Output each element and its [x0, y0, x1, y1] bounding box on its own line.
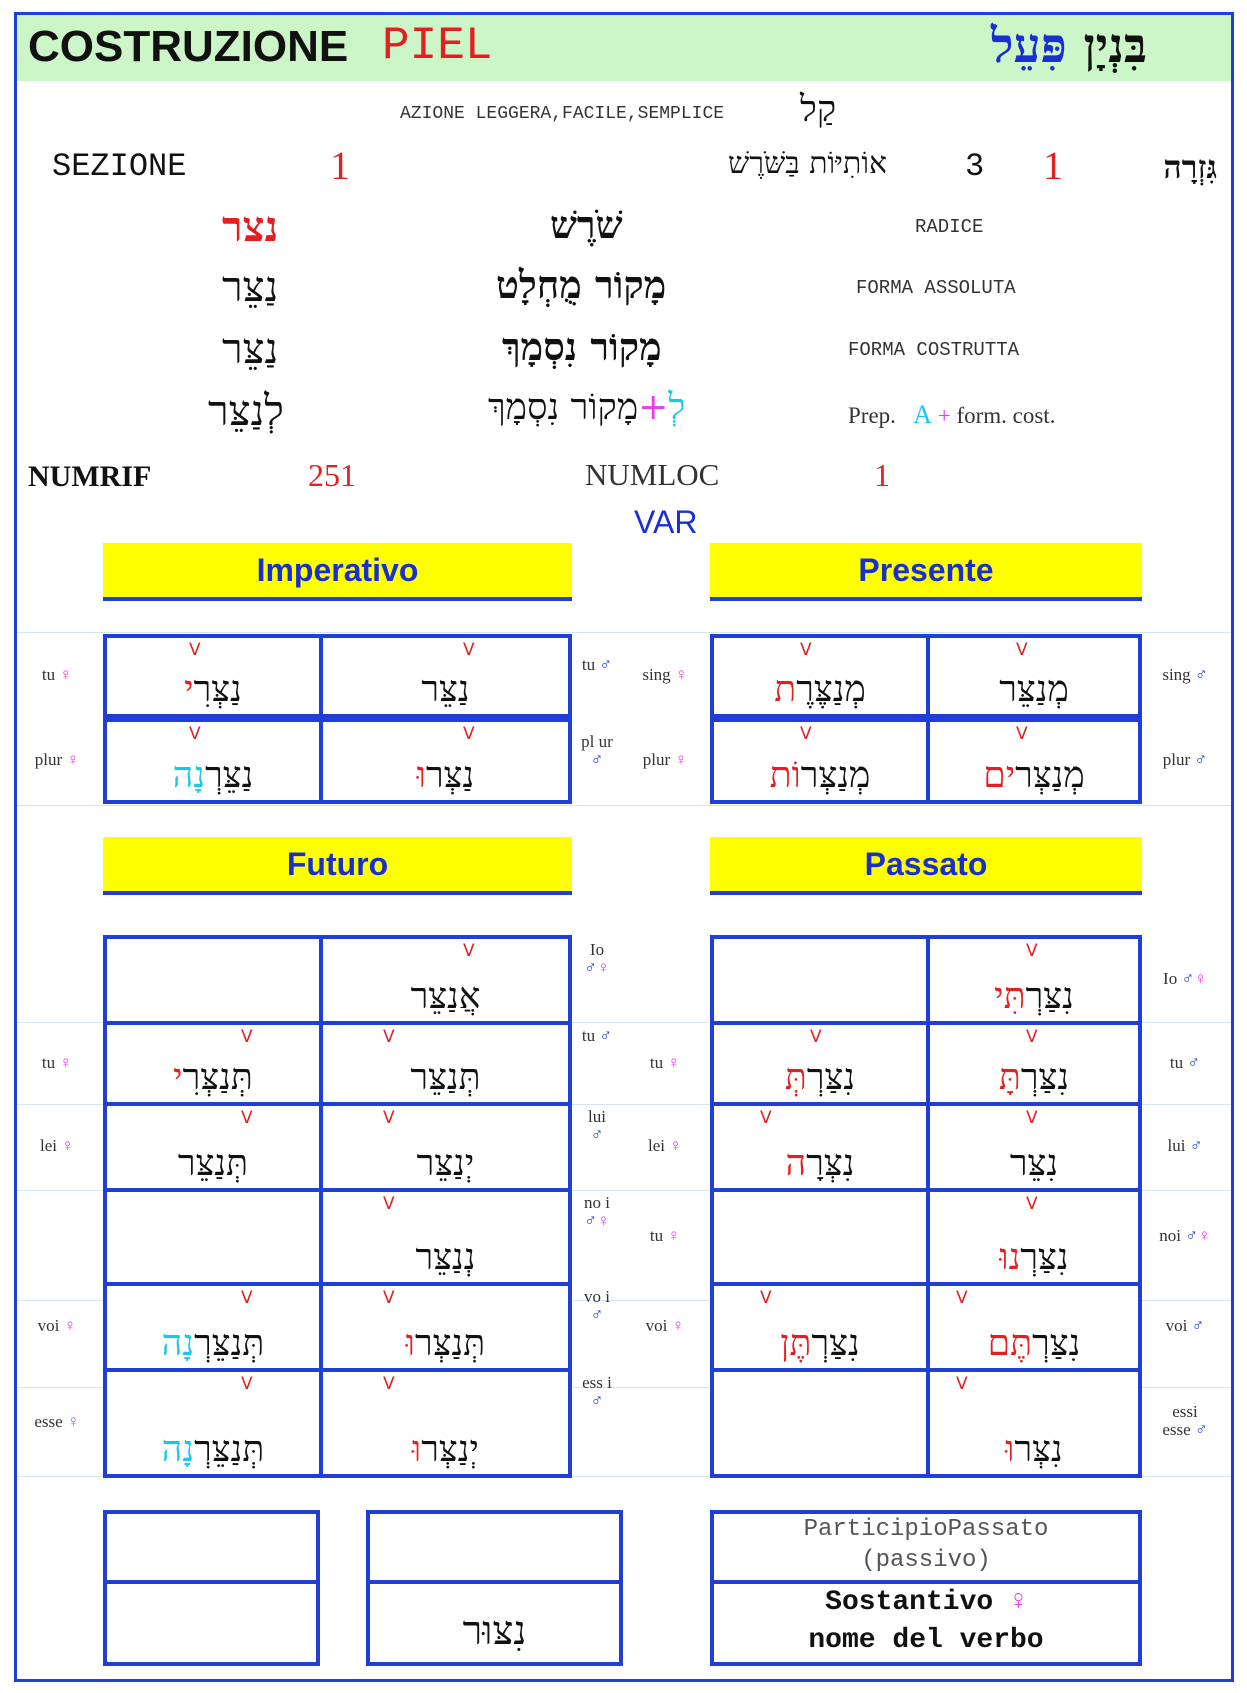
futuro-fem-cell: [103, 1368, 323, 1478]
passato-masc-cell: [926, 1368, 1142, 1478]
word-suffix: וֹת: [769, 755, 801, 796]
passato-fem-cell: [710, 1102, 930, 1192]
word-suffix: נָה: [161, 1323, 195, 1364]
word-stem: תְּנַצְּרִ: [182, 1057, 253, 1098]
passato-masc-cell: [926, 935, 1142, 1025]
conjugated-word: [323, 668, 568, 710]
futuro-left-label: [22, 1054, 92, 1072]
v-marker: V: [810, 1027, 822, 1047]
prep-form-value: לְנַצֵּר: [208, 386, 284, 435]
header-futuro: Futuro: [103, 837, 572, 895]
sostantivo-box: [710, 1580, 1142, 1666]
presente-left-label: [630, 666, 700, 684]
female-symbol-icon: ♀: [1194, 969, 1207, 988]
word-stem: מְנַצְּר: [800, 755, 871, 796]
prep-word: Prep.: [848, 403, 896, 428]
passato-masc-cell: [926, 1188, 1142, 1286]
form-it-costrutta: FORMA COSTRUTTA: [848, 339, 1020, 361]
female-symbol-icon: ♀: [674, 665, 688, 684]
v-marker: V: [1026, 941, 1038, 961]
side-label-text: lei: [648, 1136, 665, 1155]
header-presente: Presente: [710, 543, 1142, 601]
numloc-value: 1: [874, 457, 890, 493]
female-symbol-icon: ♀: [597, 958, 610, 977]
word-suffix: ת: [774, 669, 797, 710]
word-stem: תְּנַצְּר: [415, 1323, 486, 1364]
word-suffix: תֶּן: [780, 1323, 812, 1364]
word-stem: מְנַצֵּר: [999, 669, 1069, 710]
side-label-text: tu: [649, 1226, 664, 1245]
passato-fem-cell: [710, 1368, 930, 1478]
v-marker: V: [241, 1027, 253, 1047]
passato-masc-cell: [926, 1021, 1142, 1106]
male-symbol-icon: ♂: [1189, 1136, 1203, 1155]
form-value-costrutta: נַצֵּר: [222, 324, 279, 373]
presente-right-label: [1150, 666, 1220, 684]
conjugated-word: [323, 1236, 568, 1278]
word-stem: תְּנַצֵּרְ: [194, 1323, 265, 1364]
word-stem: נִצַּרְ: [1020, 1237, 1069, 1278]
v-marker: V: [956, 1374, 968, 1394]
word-stem: נַצֵּרְ: [205, 755, 254, 796]
female-symbol-icon: ♀: [667, 1226, 681, 1245]
male-symbol-icon: ♂: [590, 750, 604, 769]
binyan-hebrew-name: פִּעֵל: [990, 18, 1067, 74]
row-separator: [17, 805, 1231, 806]
futuro-left-label: [22, 1413, 92, 1431]
word-suffix: וּ: [1005, 1429, 1015, 1470]
conjugated-word: [930, 1142, 1138, 1184]
side-label-text: plur: [34, 750, 63, 769]
imperativo-right-label: [580, 656, 614, 674]
side-label-text: plur: [642, 750, 671, 769]
form-value-assoluta: נַצֵּר: [222, 262, 279, 311]
female-symbol-icon: ♀: [1197, 1226, 1211, 1245]
conjugated-word: [107, 1322, 319, 1364]
passato-fem-cell: [710, 1282, 930, 1372]
conjugated-word: [323, 1142, 568, 1184]
side-label-text: voi: [37, 1316, 60, 1335]
word-suffix: י: [173, 1057, 183, 1098]
prep-form-it: [848, 400, 1055, 430]
side-label-text: esse: [34, 1412, 63, 1431]
numrif-value: 251: [308, 457, 356, 493]
side-label-text: Io: [589, 940, 605, 959]
side-label-text: tu: [581, 655, 596, 674]
prep-he-rest: מָקוֹר נִסְמָךְ: [488, 387, 639, 428]
female-symbol-icon: ♀: [667, 1052, 681, 1072]
futuro-masc-cell: [319, 935, 572, 1025]
v-marker: V: [1016, 724, 1028, 744]
header-passato: Passato: [710, 837, 1142, 895]
futuro-masc-cell: [319, 1102, 572, 1192]
female-symbol-icon: ♀: [63, 1316, 77, 1335]
side-label-text: Io: [1163, 969, 1178, 988]
participle-word: נִצּוּר: [462, 1608, 527, 1654]
passato-right-label: [1150, 970, 1220, 988]
conjugated-word: [714, 668, 926, 710]
v-marker: V: [463, 941, 475, 961]
conjugated-word: [323, 975, 568, 1017]
prep-a: A: [913, 400, 932, 429]
word-stem: נִצַּרְ: [806, 1057, 856, 1098]
passato-masc-cell: [926, 1282, 1142, 1372]
passato-left-label: [630, 1317, 700, 1335]
conjugated-word: [930, 975, 1138, 1017]
letters-count: 3: [965, 148, 985, 185]
v-marker: V: [956, 1288, 968, 1308]
presente-right-label: [1150, 751, 1220, 769]
imperativo-masc-cell: [319, 718, 572, 804]
male-symbol-icon: ♂: [590, 1125, 604, 1144]
conjugated-word: [930, 1428, 1138, 1470]
numloc-label: NUMLOC: [585, 457, 720, 492]
form-he-assoluta: מָקוֹר מֻחְלָט: [496, 262, 667, 307]
form-he-costrutta: מָקוֹר נִסְמָךְ: [502, 324, 662, 369]
male-symbol-icon: ♂: [584, 958, 597, 977]
word-suffix: וּ: [412, 1429, 422, 1470]
sezione-value: 1: [330, 143, 350, 188]
passato-right-label: [1150, 1054, 1220, 1072]
passato-left-label: [630, 1227, 700, 1245]
passato-fem-cell: [710, 935, 930, 1025]
futuro-right-label: [580, 1108, 614, 1144]
futuro-fem-cell: [103, 1102, 323, 1192]
futuro-masc-cell: [319, 1368, 572, 1478]
word-stem: נַצְּרִ: [193, 669, 242, 710]
futuro-right-label: [580, 941, 614, 977]
prep-he-prefix: לְ: [668, 387, 686, 428]
side-label-text: essi: [1172, 1402, 1198, 1421]
v-marker: V: [189, 640, 201, 660]
futuro-fem-cell: [103, 1282, 323, 1372]
prep-plus: +: [937, 403, 951, 428]
subtitle-text: AZIONE LEGGERA,FACILE,SEMPLICE: [400, 104, 725, 124]
subtitle-hebrew: קַל: [800, 89, 837, 130]
futuro-fem-cell: [103, 935, 323, 1025]
form-it-assoluta: FORMA ASSOLUTA: [856, 277, 1016, 299]
v-marker: V: [383, 1108, 395, 1128]
word-suffix: תִּי: [994, 976, 1026, 1017]
participio-box: [710, 1510, 1142, 1584]
conjugated-word: [107, 1142, 319, 1184]
male-symbol-icon: ♂: [1194, 750, 1208, 769]
side-label-text: tu: [581, 1026, 596, 1045]
conjugated-word: [714, 1322, 926, 1364]
male-symbol-icon: ♂: [1181, 969, 1195, 988]
female-symbol-icon: ♀: [1010, 1587, 1027, 1618]
male-symbol-icon: ♂: [1194, 665, 1208, 684]
conjugated-word: [714, 1056, 926, 1098]
v-marker: V: [383, 1288, 395, 1308]
imperativo-right-label: [580, 733, 614, 769]
futuro-left-label: [22, 1137, 92, 1155]
female-symbol-icon: ♀: [674, 750, 688, 769]
passato-right-label: [1150, 1227, 1220, 1245]
word-suffix: וּ: [405, 1323, 415, 1364]
v-marker: V: [383, 1374, 395, 1394]
passato-left-label: [630, 1137, 700, 1155]
passato-fem-cell: [710, 1021, 930, 1106]
v-marker: V: [1026, 1027, 1038, 1047]
side-label-text: tu: [1169, 1052, 1184, 1072]
futuro-right-label: [580, 1194, 614, 1230]
conjugated-word: [714, 754, 926, 796]
side-label-text: tu: [41, 1052, 56, 1072]
word-stem: נְנַצֵּר: [415, 1237, 476, 1278]
conjugated-word: [107, 1428, 319, 1470]
v-marker: V: [241, 1374, 253, 1394]
female-symbol-icon: ♀: [66, 750, 80, 769]
male-symbol-icon: ♂: [590, 1391, 604, 1410]
male-symbol-icon: ♂: [1191, 1316, 1205, 1335]
conjugated-word: [107, 754, 319, 796]
word-suffix: ה: [785, 1143, 807, 1184]
word-suffix: תָּ: [998, 1057, 1021, 1098]
conjugated-word: [930, 668, 1138, 710]
conjugated-word: [930, 1236, 1138, 1278]
prep-he-plus: +: [638, 387, 669, 428]
side-label-text: pl ur: [581, 732, 613, 751]
female-symbol-icon: ♀: [61, 1136, 74, 1155]
side-label-text: no i: [584, 1193, 610, 1212]
side-label-text: lei: [40, 1136, 57, 1155]
v-marker: V: [760, 1108, 772, 1128]
imperativo-left-label: [22, 751, 92, 769]
v-marker: V: [1026, 1194, 1038, 1214]
var-label: VAR: [634, 504, 698, 540]
presente-fem-cell: [710, 718, 930, 804]
word-stem: נַצֵּר: [421, 669, 470, 710]
side-label-text: plur: [1162, 750, 1191, 769]
word-stem: תְּנַצֵּרְ: [194, 1429, 265, 1470]
presente-masc-cell: [926, 718, 1142, 804]
side-label-text: voi: [1165, 1316, 1188, 1335]
conjugated-word: [323, 1322, 568, 1364]
side-label-text-2: esse: [1162, 1420, 1191, 1439]
side-label-text: noi: [1159, 1226, 1181, 1245]
word-suffix: נָה: [172, 755, 206, 796]
gizra-label: גִּזְרָה: [1163, 148, 1217, 186]
word-stem: נִצְּר: [1014, 1429, 1063, 1470]
word-stem: תְּנַצֵּר: [177, 1143, 249, 1184]
word-stem: יְנַצְּר: [421, 1429, 479, 1470]
conjugated-word: [323, 1056, 568, 1098]
female-symbol-icon: ♀: [66, 1412, 80, 1431]
side-label-text: lui: [1167, 1136, 1186, 1155]
futuro-masc-cell: [319, 1282, 572, 1372]
conjugated-word: [930, 1322, 1138, 1364]
male-symbol-icon: ♂: [1185, 1226, 1198, 1245]
conjugated-word: [930, 754, 1138, 796]
word-stem: נִצְּרָ: [806, 1143, 855, 1184]
male-symbol-icon: ♂: [1194, 1420, 1208, 1439]
passato-left-label: [630, 1054, 700, 1072]
sostantivo-line: [714, 1584, 1138, 1622]
male-symbol-icon: ♂: [1187, 1052, 1201, 1072]
form-he-radice: שֹׁרֶשׁ: [550, 202, 623, 247]
presente-masc-cell: [926, 634, 1142, 718]
v-marker: V: [463, 640, 475, 660]
page-title: COSTRUZIONE: [28, 22, 349, 71]
passato-fem-cell: [710, 1188, 930, 1286]
header-imperativo: Imperativo: [103, 543, 572, 601]
side-label-text: sing: [642, 665, 671, 684]
word-stem: יְנַצֵּר: [416, 1143, 475, 1184]
word-suffix: תֶּם: [987, 1323, 1033, 1364]
participle-cell: [366, 1580, 623, 1666]
futuro-masc-cell: [319, 1021, 572, 1106]
binyan-latin: PIEL: [382, 20, 493, 72]
conjugated-word: [714, 1142, 926, 1184]
word-stem: מְנַצֶּרֶ: [796, 669, 866, 710]
futuro-left-label: [22, 1317, 92, 1335]
side-label-text: tu: [41, 665, 56, 684]
v-marker: V: [383, 1027, 395, 1047]
v-marker: V: [463, 724, 475, 744]
futuro-right-label: [580, 1027, 614, 1045]
male-symbol-icon: ♂: [590, 1305, 604, 1324]
futuro-fem-cell: [103, 1021, 323, 1106]
male-symbol-icon: ♂: [599, 655, 613, 674]
v-marker: V: [1016, 640, 1028, 660]
letters-text: אוֹתִיּוֹת בַּשֹּׁרֶשׁ: [728, 146, 888, 181]
presente-left-label: [630, 751, 700, 769]
prep-form-he: [488, 386, 685, 428]
futuro-masc-cell: [319, 1188, 572, 1286]
side-label-text: voi: [645, 1316, 668, 1335]
gizra-value: 1: [1043, 143, 1063, 188]
word-suffix: י: [184, 669, 194, 710]
female-symbol-icon: ♀: [59, 665, 73, 684]
v-marker: V: [800, 640, 812, 660]
side-label-text: sing: [1162, 665, 1191, 684]
passato-right-label: [1150, 1317, 1220, 1335]
word-stem: תְּנַצֵּר: [410, 1057, 481, 1098]
conjugated-word: [930, 1056, 1138, 1098]
sostantivo-text: Sostantivo: [825, 1587, 994, 1618]
word-suffix: ים: [983, 755, 1016, 796]
participio-line2: (passivo): [861, 1547, 991, 1574]
presente-fem-cell: [710, 634, 930, 718]
side-label-text: lui: [588, 1107, 606, 1126]
imperativo-fem-cell: [103, 634, 323, 718]
word-stem: נִצַּרְ: [1020, 1057, 1070, 1098]
bottom-empty-cell-3: [103, 1580, 320, 1666]
binyan-hebrew-word: בִּנְיָן: [1083, 18, 1147, 74]
side-label-text: ess i: [582, 1373, 612, 1392]
female-symbol-icon: ♀: [669, 1136, 682, 1155]
v-marker: V: [241, 1108, 253, 1128]
female-symbol-icon: ♀: [597, 1211, 610, 1230]
conjugated-word: [323, 754, 568, 796]
nome-verbo-text: nome del verbo: [808, 1625, 1044, 1656]
side-label-text: vo i: [584, 1287, 610, 1306]
form-value-radice: נצר: [222, 202, 279, 251]
participio-line1: ParticipioPassato: [803, 1516, 1049, 1543]
word-suffix: נָה: [161, 1429, 195, 1470]
futuro-right-label: [580, 1288, 614, 1324]
imperativo-left-label: [22, 666, 92, 684]
word-stem: מְנַצְּר: [1015, 755, 1085, 796]
word-stem: נִצַּרְ: [1025, 976, 1074, 1017]
sezione-label: SEZIONE: [52, 148, 187, 185]
numrif-label: NUMRIF: [28, 460, 152, 493]
bottom-empty-cell-1: [103, 1510, 320, 1584]
male-symbol-icon: ♂: [599, 1026, 613, 1045]
futuro-right-label: [580, 1374, 614, 1410]
binyan-hebrew: [991, 18, 1147, 74]
word-stem: נִצַּרְ: [1032, 1323, 1081, 1364]
conjugated-word: [323, 1428, 568, 1470]
passato-masc-cell: [926, 1102, 1142, 1192]
v-marker: V: [1026, 1108, 1038, 1128]
imperativo-masc-cell: [319, 634, 572, 718]
word-suffix: וּ: [416, 755, 426, 796]
row-separator: [17, 632, 1231, 633]
v-marker: V: [241, 1288, 253, 1308]
v-marker: V: [800, 724, 812, 744]
male-symbol-icon: ♂: [584, 1211, 597, 1230]
conjugated-word: [107, 668, 319, 710]
female-symbol-icon: ♀: [59, 1052, 73, 1072]
word-stem: אֲנַצֵּר: [410, 976, 481, 1017]
word-suffix: תְּ: [784, 1057, 807, 1098]
imperativo-fem-cell: [103, 718, 323, 804]
v-marker: V: [383, 1194, 395, 1214]
word-suffix: נוּ: [999, 1237, 1021, 1278]
conjugated-word: [107, 1056, 319, 1098]
side-label-text: tu: [649, 1052, 664, 1072]
word-stem: נַצְּר: [425, 755, 475, 796]
v-marker: V: [189, 724, 201, 744]
female-symbol-icon: ♀: [671, 1316, 685, 1335]
form-it-radice: RADICE: [915, 216, 984, 238]
passato-right-label: [1150, 1403, 1220, 1439]
word-stem: נִצֵּר: [1009, 1143, 1059, 1184]
v-marker: V: [760, 1288, 772, 1308]
prep-form-cost: form. cost.: [956, 403, 1056, 428]
futuro-fem-cell: [103, 1188, 323, 1286]
passato-right-label: [1150, 1137, 1220, 1155]
bottom-empty-cell-2: [366, 1510, 623, 1584]
word-stem: נִצַּרְ: [811, 1323, 860, 1364]
